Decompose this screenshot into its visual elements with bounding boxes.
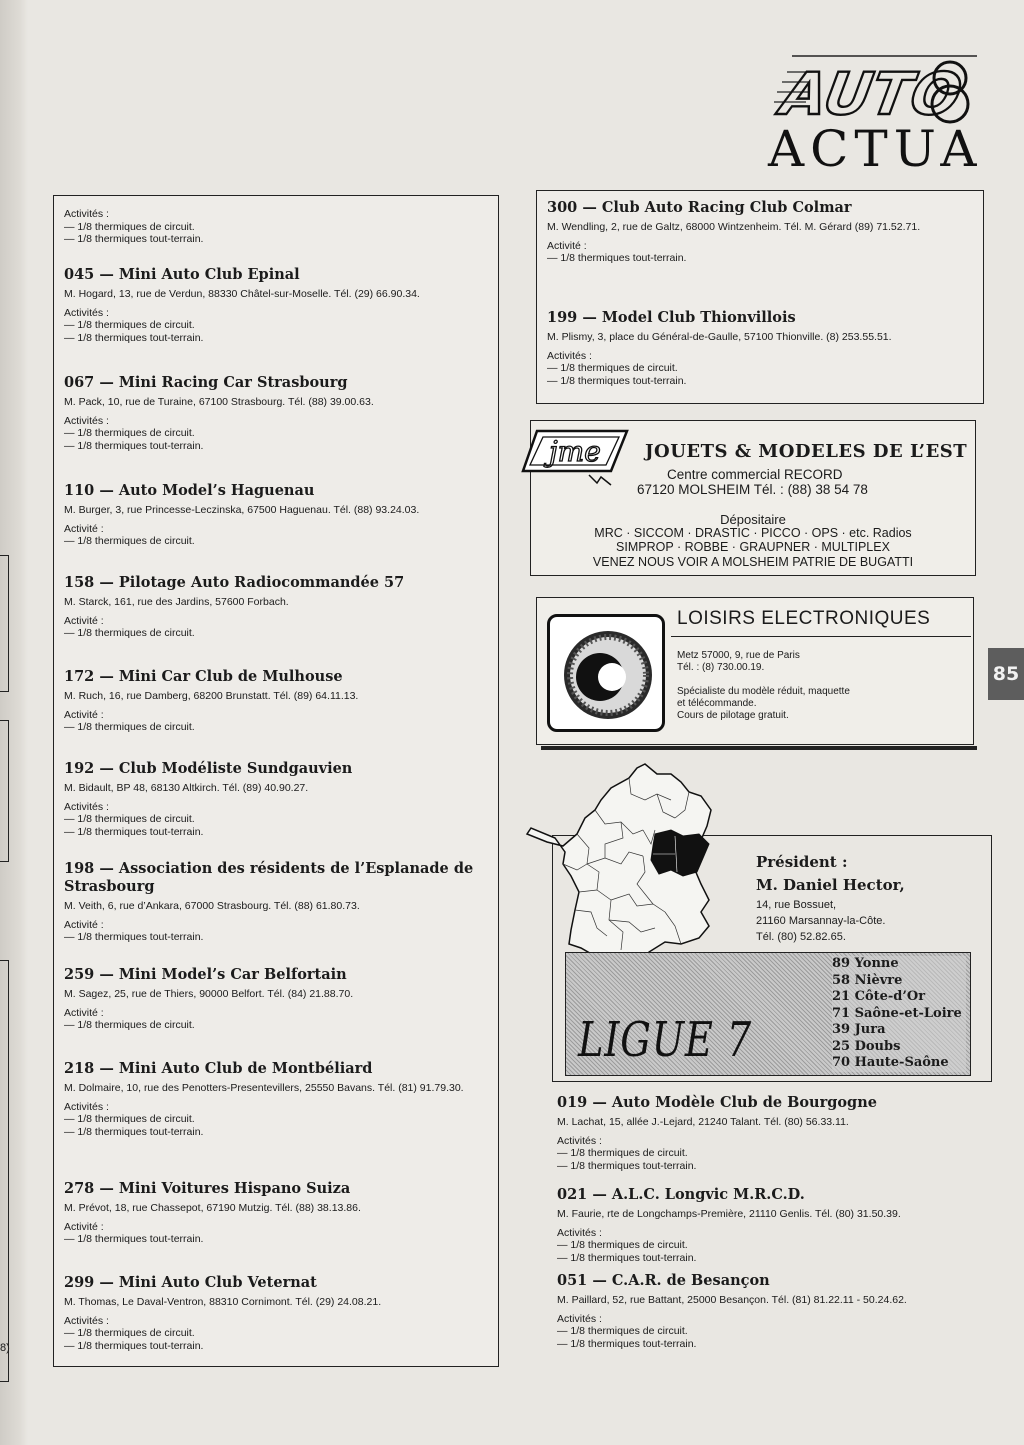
loisirs-logo: [547, 614, 665, 732]
activity-label: Activités :: [557, 1312, 602, 1325]
club-entry: [64, 574, 494, 640]
president-address1: 14, rue Bossuet,: [756, 899, 837, 911]
club-title: 278 — Mini Voitures Hispano Suiza: [64, 1180, 351, 1197]
activity-line: — 1/8 thermiques de circuit.: [64, 220, 195, 233]
jme-brands2: SIMPROP · ROBBE · GRAUPNER · MULTIPLEX: [616, 540, 890, 554]
activity-line: — 1/8 thermiques de circuit.: [557, 1239, 688, 1251]
club-entry: [64, 266, 494, 344]
club-address: M. Sagez, 25, rue de Thiers, 90000 Belfort. Tél. (84) 21.88.70.: [64, 988, 354, 1000]
club-address: M. Hogard, 13, rue de Verdun, 88330 Châtel-sur-Moselle. Tél. (29) 66.90.34.: [64, 288, 420, 300]
activity-line: — 1/8 thermiques de circuit.: [64, 813, 195, 825]
spine-box: [0, 555, 9, 692]
section-title: ACTUA: [768, 120, 983, 178]
spine-box: [0, 720, 9, 862]
club-title: 198 — Association des résidents de l’Esplanade de Strasbourg: [64, 860, 474, 895]
department-item: 58 Nièvre: [832, 972, 903, 988]
club-entry: [557, 1094, 997, 1172]
loisirs-title: LOISIRS ELECTRONIQUES: [677, 608, 931, 629]
activity-label: Activité :: [547, 239, 587, 252]
activity-line: — 1/8 thermiques tout-terrain.: [547, 374, 687, 387]
club-address: M. Bidault, BP 48, 68130 Altkirch. Tél. (89) 40.90.27.: [64, 782, 309, 794]
activity-line: — 1/8 thermiques de circuit.: [557, 1325, 688, 1337]
activity-line: — 1/8 thermiques de circuit.: [547, 362, 678, 374]
department-item: 21 Côte-d’Or: [832, 989, 926, 1004]
club-address: M. Prévot, 18, rue Chassepot, 67190 Mutzig. Tél. (88) 38.13.86.: [64, 1202, 361, 1214]
activity-label: Activité :: [64, 708, 104, 721]
activity-line: — 1/8 thermiques tout-terrain.: [64, 233, 204, 245]
department-item: 39 Jura: [832, 1022, 886, 1037]
club-title: 172 — Mini Car Club de Mulhouse: [64, 668, 343, 685]
activity-label: Activités :: [64, 1314, 109, 1327]
club-entry: [64, 760, 494, 838]
activity-line: — 1/8 thermiques de circuit.: [64, 627, 195, 639]
club-entry: [547, 309, 977, 387]
club-title: 051 — C.A.R. de Besançon: [557, 1272, 770, 1289]
club-address: M. Starck, 161, rue des Jardins, 57600 Forbach.: [64, 596, 289, 608]
club-title: 019 — Auto Modèle Club de Bourgogne: [557, 1094, 877, 1111]
jme-logo: [519, 423, 631, 493]
activity-line: — 1/8 thermiques tout-terrain.: [557, 1251, 697, 1264]
activity-label: Activité :: [64, 614, 104, 627]
spine-text: 8): [0, 1342, 10, 1354]
activity-line: — 1/8 thermiques tout-terrain.: [64, 439, 204, 452]
club-address: M. Dolmaire, 10, rue des Penotters-Presentevillers, 25550 Bavans. Tél. (81) 91.79.30.: [64, 1082, 464, 1094]
president-name: M. Daniel Hector,: [756, 876, 905, 894]
svg-text:AUTO: AUTO: [776, 60, 967, 128]
activity-line: — 1/8 thermiques tout-terrain.: [64, 1339, 204, 1352]
auto8-logo: [772, 52, 982, 130]
intro-activities: [64, 208, 203, 246]
club-title: 158 — Pilotage Auto Radiocommandée 57: [64, 574, 405, 591]
club-entry: [64, 374, 494, 452]
club-entry: [64, 860, 494, 944]
club-title: 300 — Club Auto Racing Club Colmar: [547, 199, 852, 216]
club-entry: [64, 1180, 494, 1246]
club-address: M. Faurie, rte de Longchamps-Première, 21110 Genlis. Tél. (80) 31.50.39.: [557, 1208, 901, 1220]
activity-line: — 1/8 thermiques tout-terrain.: [557, 1159, 697, 1172]
activity-label: Activité :: [64, 918, 104, 931]
club-entry: [557, 1186, 997, 1264]
bourgogne-region: [651, 830, 709, 876]
activity-line: — 1/8 thermiques de circuit.: [64, 319, 195, 331]
activity-label: Activités :: [557, 1226, 602, 1239]
activity-label: Activités :: [557, 1134, 602, 1147]
activity-line: — 1/8 thermiques tout-terrain.: [64, 1233, 204, 1245]
club-title: 067 — Mini Racing Car Strasbourg: [64, 374, 348, 391]
loisirs-desc1: Spécialiste du modèle réduit, maquette: [677, 686, 850, 697]
president-label: Président :: [756, 853, 848, 871]
activity-line: — 1/8 thermiques de circuit.: [64, 1019, 195, 1031]
club-entry: [64, 966, 494, 1032]
activity-label: Activité :: [64, 1006, 104, 1019]
club-entry: [547, 199, 977, 265]
club-title: 110 — Auto Model’s Haguenau: [64, 482, 315, 499]
department-item: 25 Doubs: [832, 1038, 901, 1054]
activity-label: Activités :: [64, 208, 109, 220]
club-title: 259 — Mini Model’s Car Belfortain: [64, 966, 347, 983]
activity-line: — 1/8 thermiques tout-terrain.: [557, 1337, 697, 1350]
club-address: M. Thomas, Le Daval-Ventron, 88310 Cornimont. Tél. (29) 24.08.21.: [64, 1296, 382, 1308]
club-entry: [64, 482, 494, 548]
activity-line: — 1/8 thermiques de circuit.: [64, 1327, 195, 1339]
activity-line: — 1/8 thermiques tout-terrain.: [64, 331, 204, 344]
department-item: 71 Saône-et-Loire: [832, 1005, 962, 1021]
president-phone: Tél. (80) 52.82.65.: [756, 931, 846, 943]
activity-line: — 1/8 thermiques tout-terrain.: [547, 252, 687, 264]
loisirs-desc3: Cours de pilotage gratuit.: [677, 710, 789, 721]
club-entry: [64, 1060, 494, 1138]
club-title: 045 — Mini Auto Club Epinal: [64, 266, 300, 283]
department-list: [832, 956, 966, 1072]
activity-label: Activités :: [547, 349, 592, 362]
jme-line2: 67120 MOLSHEIM Tél. : (88) 38 54 78: [637, 482, 868, 497]
president-address2: 21160 Marsannay-la-Côte.: [756, 915, 886, 927]
club-entry: [557, 1272, 997, 1350]
loisirs-desc2: et télécommande.: [677, 698, 757, 709]
activity-line: — 1/8 thermiques tout-terrain.: [64, 931, 204, 943]
jme-brands1: MRC · SICCOM · DRASTIC · PICCO · OPS · etc. Radios: [594, 526, 912, 540]
club-address: M. Pack, 10, rue de Turaine, 67100 Strasbourg. Tél. (88) 39.00.63.: [64, 396, 374, 408]
activity-line: — 1/8 thermiques de circuit.: [64, 721, 195, 733]
department-item: 89 Yonne: [832, 956, 899, 971]
activity-line: — 1/8 thermiques tout-terrain.: [64, 1125, 204, 1138]
department-item: 70 Haute-Saône: [832, 1055, 949, 1070]
club-title: 218 — Mini Auto Club de Montbéliard: [64, 1060, 373, 1077]
club-address: M. Burger, 3, rue Princesse-Leczinska, 67500 Haguenau. Tél. (88) 93.24.03.: [64, 504, 420, 516]
club-entry: [64, 1274, 494, 1352]
club-title: 199 — Model Club Thionvillois: [547, 309, 796, 326]
activity-label: Activités :: [64, 800, 109, 813]
club-address: M. Wendling, 2, rue de Galtz, 68000 Wintzenheim. Tél. M. Gérard (89) 71.52.71.: [547, 221, 921, 233]
club-title: 192 — Club Modéliste Sundgauvien: [64, 760, 353, 777]
jme-title: JOUETS & MODELES DE L’EST: [645, 441, 968, 462]
club-entry: [64, 668, 494, 734]
auto8-logo-text: AUTO8: [772, 52, 776, 53]
loisirs-address: Metz 57000, 9, rue de Paris: [677, 650, 800, 661]
activity-line: — 1/8 thermiques de circuit.: [64, 1113, 195, 1125]
club-title: 021 — A.L.C. Longvic M.R.C.D.: [557, 1186, 805, 1203]
club-title: 299 — Mini Auto Club Veternat: [64, 1274, 317, 1291]
page-number: 85: [988, 648, 1024, 700]
club-address: M. Lachat, 15, allée J.-Lejard, 21240 Talant. Tél. (80) 56.33.11.: [557, 1116, 849, 1128]
club-address: M. Plismy, 3, place du Général-de-Gaulle, 57100 Thionville. (8) 253.55.51.: [547, 331, 892, 343]
club-address: M. Ruch, 16, rue Damberg, 68200 Brunstatt. Tél. (89) 64.11.13.: [64, 690, 359, 702]
loisirs-advertisement: [536, 597, 974, 745]
activity-label: Activité :: [64, 522, 104, 535]
activity-line: — 1/8 thermiques de circuit.: [64, 535, 195, 547]
jme-line1: Centre commercial RECORD: [667, 467, 843, 482]
spine-box: [0, 960, 9, 1382]
club-address: M. Veith, 6, rue d’Ankara, 67000 Strasbourg. Tél. (88) 61.80.73.: [64, 900, 360, 912]
activity-label: Activité :: [64, 1220, 104, 1233]
activity-line: — 1/8 thermiques de circuit.: [64, 427, 195, 439]
club-address: M. Paillard, 52, rue Battant, 25000 Besançon. Tél. (81) 81.22.11 - 50.24.62.: [557, 1294, 907, 1306]
activity-label: Activités :: [64, 1100, 109, 1113]
france-map: [525, 760, 750, 975]
jme-depositaire: Dépositaire: [720, 512, 786, 527]
activity-line: — 1/8 thermiques de circuit.: [557, 1147, 688, 1159]
activity-line: — 1/8 thermiques tout-terrain.: [64, 825, 204, 838]
svg-text:jme: jme: [549, 435, 601, 468]
jme-advertisement: [530, 420, 976, 576]
ligue-title: LIGUE 7: [578, 1012, 752, 1068]
activity-label: Activités :: [64, 306, 109, 319]
loisirs-phone: Tél. : (8) 730.00.19.: [677, 662, 765, 673]
loisirs-disc-icon: [550, 617, 662, 729]
jme-slogan: VENEZ NOUS VOIR A MOLSHEIM PATRIE DE BUGATTI: [592, 555, 914, 569]
activity-label: Activités :: [64, 414, 109, 427]
